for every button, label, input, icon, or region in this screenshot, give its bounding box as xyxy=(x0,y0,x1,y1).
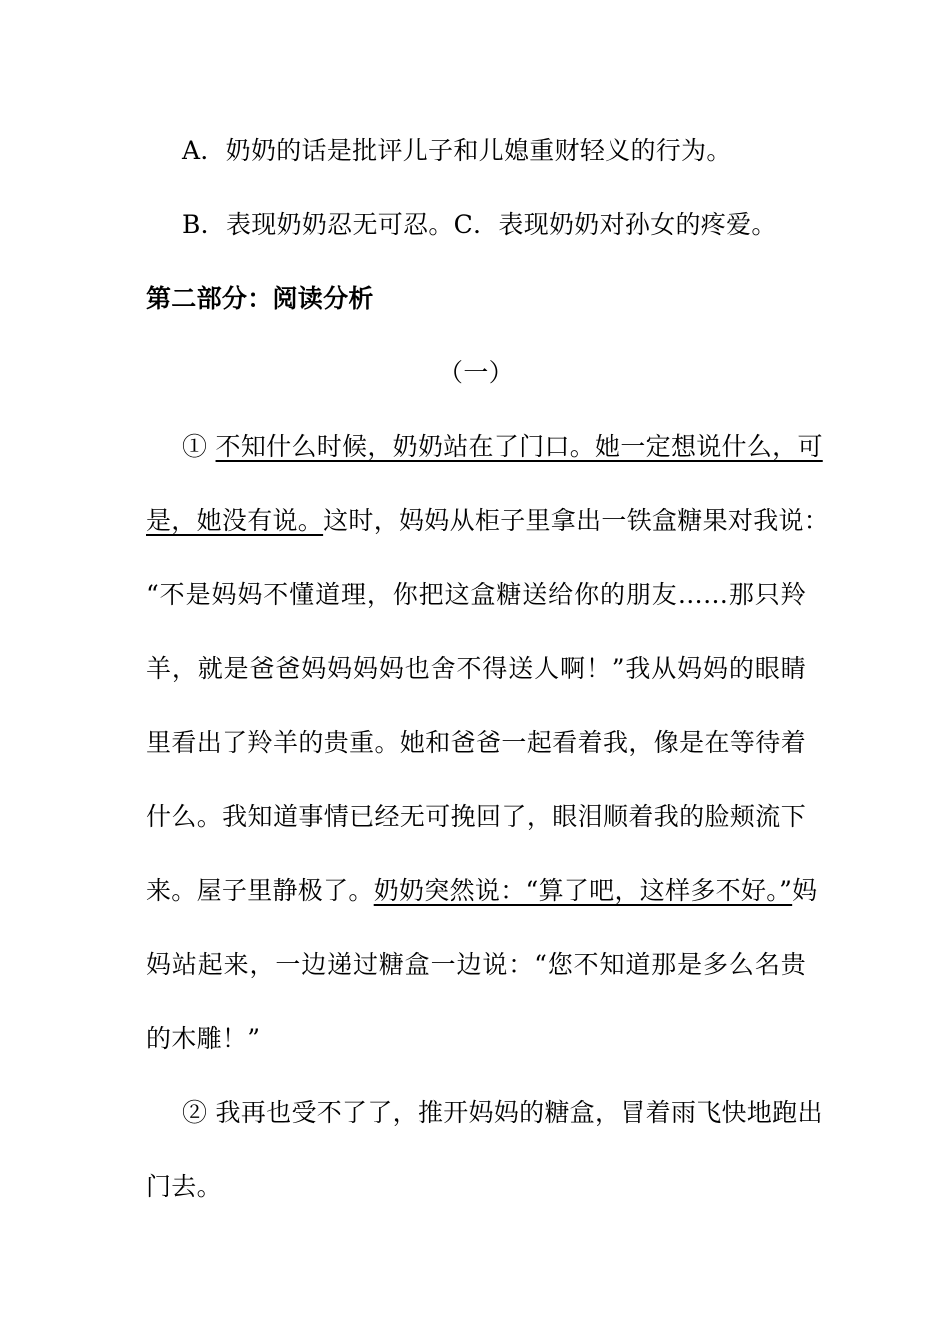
underlined-sentence-2: 奶奶突然说：“算了吧，这样多不好。” xyxy=(373,876,793,905)
section-subtitle: （一） xyxy=(438,358,514,387)
option-a: A．奶奶的话是批评儿子和儿媳重财轻义的行为。 xyxy=(182,136,732,165)
option-b-c: B．表现奶奶忍无可忍。C．表现奶奶对孙女的疼爱。 xyxy=(182,210,777,239)
paragraph-1-line-5: 里看出了羚羊的贵重。她和爸爸一起看着我，像是在等待着 xyxy=(146,728,806,757)
paragraph-1-line-4: 羊，就是爸爸妈妈妈妈也舍不得送人啊！”我从妈妈的眼睛 xyxy=(146,654,806,683)
paragraph-1-line-7-pre: 来。屋子里静极了。 xyxy=(146,876,374,905)
paragraph-2-line-1: ② 我再也受不了了，推开妈妈的糖盒，冒着雨飞快地跑出 xyxy=(182,1098,823,1127)
paragraph-1-line-7-post: 妈 xyxy=(792,876,818,905)
paragraph-1-line-7 xyxy=(146,874,818,908)
paragraph-1-line-2 xyxy=(146,504,830,538)
underlined-sentence-1-end: 是，她没有说。 xyxy=(146,506,324,535)
paragraph-2-line-2: 门去。 xyxy=(146,1172,222,1201)
paragraph-marker-1: ① xyxy=(182,432,216,461)
paragraph-1-line-1 xyxy=(182,430,823,464)
underlined-sentence-1: 不知什么时候，奶奶站在了门口。她一定想说什么，可 xyxy=(215,432,823,461)
paragraph-1-line-2-rest: 这时，妈妈从柜子里拿出一铁盒糖果对我说： xyxy=(323,506,830,535)
section-title: 第二部分：阅读分析 xyxy=(146,284,374,313)
paragraph-1-line-6: 什么。我知道事情已经无可挽回了，眼泪顺着我的脸颊流下 xyxy=(146,802,806,831)
paragraph-1-line-3: “不是妈妈不懂道理，你把这盒糖送给你的朋友……那只羚 xyxy=(146,580,806,609)
paragraph-1-line-8: 妈站起来，一边递过糖盒一边说：“您不知道那是多么名贵 xyxy=(146,950,806,979)
paragraph-1-line-9: 的木雕！” xyxy=(146,1024,261,1053)
